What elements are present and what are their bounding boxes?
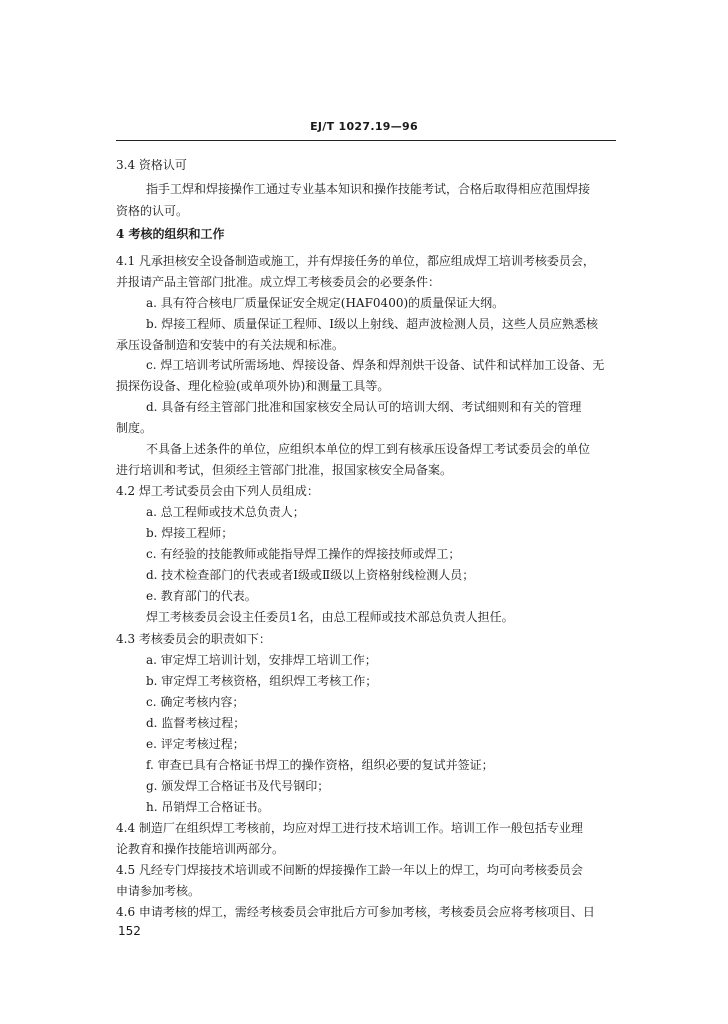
list-item: c. 确定考核内容； xyxy=(146,695,245,709)
list-item: d. 技术检查部门的代表或者Ⅰ级或Ⅱ级以上资格射线检测人员； xyxy=(146,568,475,582)
paragraph-line: 指手工焊和焊接操作工通过专业基本知识和操作技能考试，合格后取得相应范围焊接 xyxy=(146,182,591,196)
list-item: a. 具有符合核电厂质量保证安全规定(HAF0400)的质量保证大纲。 xyxy=(146,296,505,310)
paragraph-line: 论教育和操作技能培训两部分。 xyxy=(116,842,285,856)
list-item: b. 审定焊工考核资格，组织焊工考核工作； xyxy=(146,674,378,688)
paragraph-line: 进行培训和考试，但须经主管部门批准，报国家核安全局备案。 xyxy=(116,463,453,477)
list-item: d. 具备有经主管部门批准和国家核安全局认可的培训大纲、考试细则和有关的管理 xyxy=(146,400,582,414)
paragraph-line: 4.1 凡承担核安全设备制造或施工，并有焊接任务的单位，都应组成焊工培训考核委员会， xyxy=(116,254,595,268)
list-item: c. 有经验的技能教师或能指导焊工操作的焊接技师或焊工； xyxy=(146,547,461,561)
paragraph-line: 并报请产品主管部门批准。成立焊工考核委员会的必要条件： xyxy=(116,275,441,289)
list-item: b. 焊接工程师、质量保证工程师、Ⅰ级以上射线、超声波检测人员，这些人员应熟悉核 xyxy=(146,317,599,331)
chapter-heading: 4 考核的组织和工作 xyxy=(116,227,225,241)
paragraph-line: 资格的认可。 xyxy=(116,204,189,218)
paragraph-line: 4.6 申请考核的焊工，需经考核委员会审批后方可参加考核，考核委员会应将考核项目、日 xyxy=(116,905,595,919)
list-item: c. 焊工培训考试所需场地、焊接设备、焊条和焊剂烘干设备、试件和试样加工设备、无 xyxy=(146,358,605,372)
paragraph-line: 4.4 制造厂在组织焊工考核前，均应对焊工进行技术培训工作。培训工作一般包括专业理 xyxy=(116,821,583,835)
paragraph-line: 4.5 凡经专门焊接技术培训或不间断的焊接操作工龄一年以上的焊工，均可向考核委员会 xyxy=(116,863,583,877)
list-item: f. 审查已具有合格证书焊工的操作资格，组织必要的复试并签证； xyxy=(146,758,494,772)
paragraph-line: 制度。 xyxy=(116,421,153,435)
list-item: a. 审定焊工培训计划，安排焊工培训工作； xyxy=(146,653,377,667)
list-item: e. 评定考核过程； xyxy=(146,737,245,751)
header-rule xyxy=(116,140,616,141)
list-item: a. 总工程师或技术总负责人； xyxy=(146,505,305,519)
list-item: d. 监督考核过程； xyxy=(146,716,246,730)
section-heading: 4.2 焊工考试委员会由下列人员组成： xyxy=(116,484,319,498)
standard-code-header: EJ/T 1027.19—96 xyxy=(310,120,418,133)
section-heading: 4.3 考核委员会的职责如下： xyxy=(116,632,271,646)
section-heading: 3.4 资格认可 xyxy=(116,158,187,172)
list-item: h. 吊销焊工合格证书。 xyxy=(146,800,270,814)
paragraph-line: 申请参加考核。 xyxy=(116,884,201,898)
list-item: e. 教育部门的代表。 xyxy=(146,589,257,603)
page-number: 152 xyxy=(118,924,141,938)
list-item: b. 焊接工程师； xyxy=(146,526,234,540)
list-item: g. 颁发焊工合格证书及代号钢印； xyxy=(146,779,330,793)
paragraph-line: 损探伤设备、理化检验(或单项外协)和测量工具等。 xyxy=(116,379,390,393)
paragraph-line: 承压设备制造和安装中的有关法规和标准。 xyxy=(116,338,345,352)
paragraph-line: 焊工考核委员会设主任委员1名，由总工程师或技术部总负责人担任。 xyxy=(146,610,514,624)
paragraph-line: 不具备上述条件的单位，应组织本单位的焊工到有核承压设备焊工考试委员会的单位 xyxy=(146,442,591,456)
